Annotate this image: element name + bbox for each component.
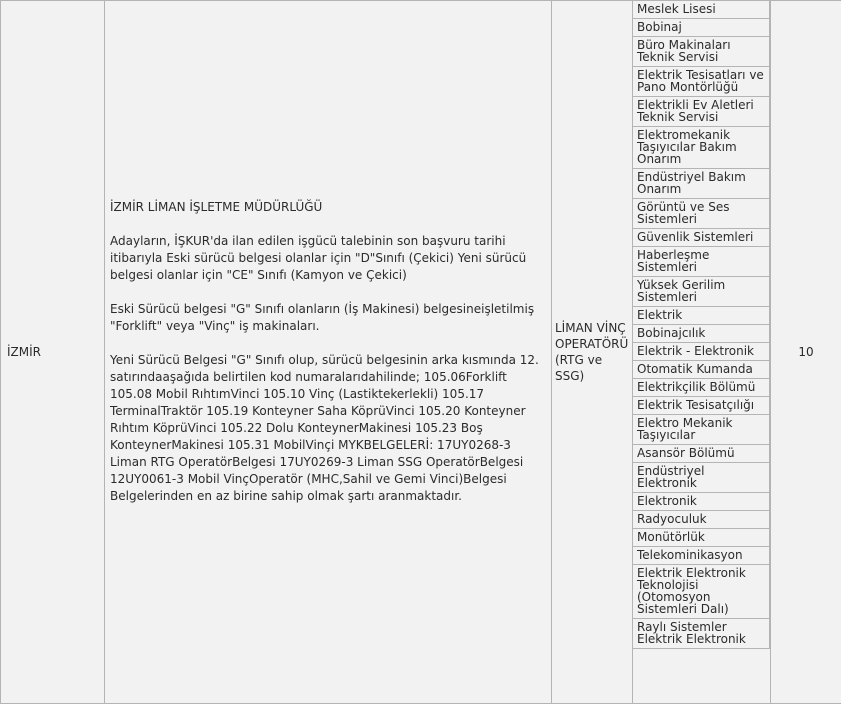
department-item: Asansör Bölümü [633, 445, 770, 463]
department-item: Monütörlük [633, 529, 770, 547]
department-item: Büro Makinaları Teknik Servisi [633, 37, 770, 67]
department-item: Elektrik Tesisatçılığı [633, 397, 770, 415]
department-item: Güvenlik Sistemleri [633, 229, 770, 247]
table-row [1, 1, 841, 704]
department-item: Elektromekanik Taşıyıcılar Bakım Onarım [633, 127, 770, 169]
department-item: Elektronik [633, 493, 770, 511]
department-item: Telekominikasyon [633, 547, 770, 565]
department-item: Yüksek Gerilim Sistemleri [633, 277, 770, 307]
department-item: Meslek Lisesi [633, 1, 770, 19]
city-name: İZMİR [7, 345, 41, 359]
position-cell [552, 1, 633, 704]
department-item: Elektrik [633, 307, 770, 325]
department-item: Elektrikçilik Bölümü [633, 379, 770, 397]
department-item: Endüstriyel Elektronik [633, 463, 770, 493]
department-item: Elektrik Tesisatları ve Pano Montörlüğü [633, 67, 770, 97]
department-item: Görüntü ve Ses Sistemleri [633, 199, 770, 229]
requirement-paragraph: Eski Sürücü belgesi "G" Sınıfı olanların (İş Makinesi) belgesineişletilmiş "Forklift" veya "Vinç" iş makinaları. [110, 302, 535, 333]
position-title: LİMAN VİNÇ OPERATÖRÜ (RTG ve SSG) [555, 321, 629, 383]
departments-cell [633, 1, 771, 704]
department-item: Raylı Sistemler Elektrik Elektronik [633, 619, 770, 649]
requirement-paragraph: Adayların, İŞKUR'da ilan edilen işgücü talebinin son başvuru tarihi itibarıyla Eski sürücü belgesi olanlar için "D"Sınıfı (Çekici) Yeni sürücü belgesi olanlar için "CE" Sınıfı (Kamyon ve Çekici) [110, 234, 527, 282]
department-item: Bobinaj [633, 19, 770, 37]
requirements-cell [105, 1, 552, 704]
department-item: Bobinajcılık [633, 325, 770, 343]
count-cell [771, 1, 841, 704]
position-count: 10 [798, 345, 814, 359]
department-item: Otomatik Kumanda [633, 361, 770, 379]
department-item: Elektro Mekanik Taşıyıcılar [633, 415, 770, 445]
departments-table [632, 0, 770, 649]
department-item: Elektrik - Elektronik [633, 343, 770, 361]
employer-name: İZMİR LİMAN İŞLETME MÜDÜRLÜĞÜ [110, 200, 323, 214]
department-item: Endüstriyel Bakım Onarım [633, 169, 770, 199]
city-cell [1, 1, 105, 704]
department-item: Elektrikli Ev Aletleri Teknik Servisi [633, 97, 770, 127]
department-item: Radyoculuk [633, 511, 770, 529]
requirement-paragraph: Yeni Sürücü Belgesi "G" Sınıfı olup, sürücü belgesinin arka kısmında 12. satırındaaşağıda belirtilen kod numaralarıdahilinde; 105.06Forklift 105.08 Mobil RıhtımVinci 105.10 Vinç (Lastiktekerlekli) 105.17 TerminalTraktör 105.19 Konteyner Saha KöprüVinci 105.20 Konteyner Rıhtım KöprüVinci 105.22 Dolu KonteynerMakinesi 105.23 Boş KonteynerMakinesi 105.31 MobilVinçi MYKBELGELERİ: 17UY0268-3 Liman RTG OperatörBelgesi 17UY0269-3 Liman SSG OperatörBelgesi 12UY0061-3 Mobil VinçOperatör (MHC,Sahil ve Gemi Vinci)Belgesi Belgelerinden en az birine sahip olmak şartı aranmaktadır. [110, 353, 539, 503]
department-item: Elektrik Elektronik Teknolojisi (Otomosyon Sistemleri Dalı) [633, 565, 770, 619]
department-item: Haberleşme Sistemleri [633, 247, 770, 277]
